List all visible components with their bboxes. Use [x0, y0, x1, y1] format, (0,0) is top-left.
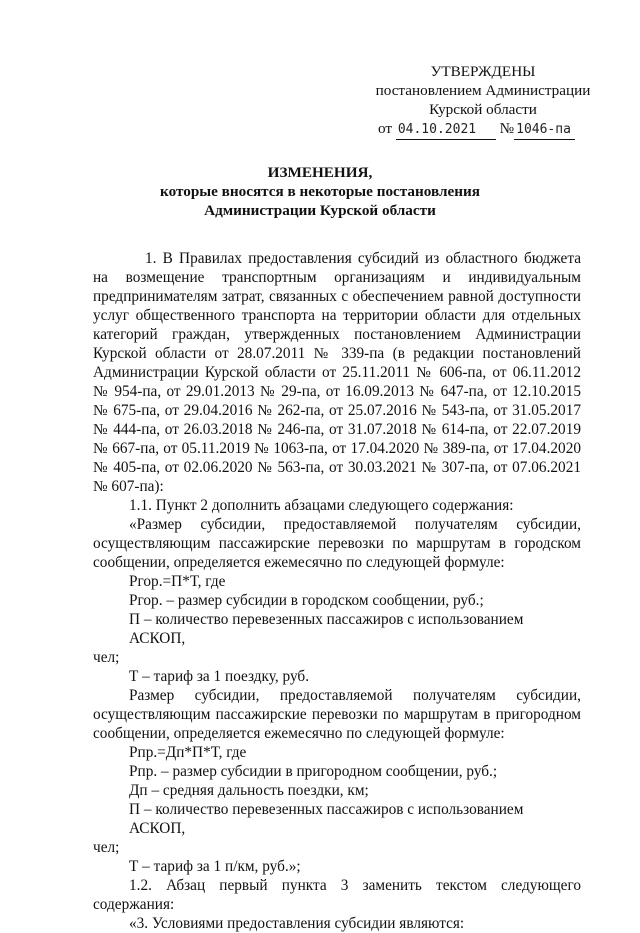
heading-line-3: Администрации Курской области [204, 202, 436, 219]
formula-2-def-1: Рпр. – размер субсидии в пригородном сообщении, руб.; [129, 763, 498, 780]
p1-line-4: услуг общественного транспорта на территории области для отдельных [93, 307, 581, 324]
quote1-line-2: осуществляющим пассажирские перевозки по маршрутам в городском [93, 535, 581, 552]
quote3: «3. Условиями предоставления субсидии являются: [129, 915, 465, 932]
quote1-line-3: сообщении, определяется ежемесячно по следующей формуле: [93, 554, 505, 571]
approval-date: 04.10.2021 [396, 120, 496, 140]
p1-line-9: № 675-па, от 29.04.2016 № 262-па, от 25.07.2016 № 543-па, от 31.05.2017 [93, 402, 581, 419]
p1-line-13: № 607-па): [93, 478, 164, 495]
formula-2-def-2: Дп – средняя дальность поездки, км; [129, 782, 369, 799]
p1-line-7: Администрации Курской области от 25.11.2011 № 606-па, от 06.11.2012 [93, 364, 581, 381]
approval-title: УТВЕРЖДЕНЫ [430, 63, 536, 80]
p1-line-8: № 954-па, от 29.01.2013 № 29-па, от 16.09.2013 № 647-па, от 12.10.2015 [93, 383, 581, 400]
p1-line-3: предпринимателям затрат, связанных с обеспечением равной доступности [93, 288, 581, 305]
p1-line-12: № 405-па, от 02.06.2020 № 563-па, от 30.03.2021 № 307-па, от 07.06.2021 [93, 459, 581, 476]
document-body [93, 249, 581, 933]
quote2-line-1: Размер субсидии, предоставляемой получателям субсидии, [129, 687, 581, 704]
p1-line-10: № 444-па, от 26.03.2018 № 246-па, от 31.07.2018 № 614-па, от 22.07.2019 [93, 421, 581, 438]
heading-title: ИЗМЕНЕНИЯ, [267, 164, 373, 181]
approval-block [368, 62, 598, 140]
approval-num-sign: № [499, 120, 515, 137]
p1-line-1: 1. В Правилах предоставления субсидий из областного бюджета [145, 250, 581, 267]
approval-line-2: постановлением Администрации [375, 82, 591, 99]
quote2-line-3: сообщении, определяется ежемесячно по следующей формуле: [93, 725, 505, 742]
p1-line-6: Курской области от 28.07.2011 № 339-па (в редакции постановлений [93, 345, 581, 362]
formula-1-def-3: Т – тариф за 1 поездку, руб. [129, 668, 310, 685]
formula-2-def-4: Т – тариф за 1 п/км, руб.»; [129, 858, 301, 875]
approval-line-3: Курской области [429, 101, 537, 118]
formula-1-def-2: П – количество перевезенных пассажиров с использованием АСКОП, [129, 611, 524, 647]
p1-line-5: категорий граждан, утвержденных постановлением Администрации [93, 326, 581, 343]
document-heading [40, 163, 600, 220]
formula-2-def-3: П – количество перевезенных пассажиров с использованием АСКОП, [129, 801, 524, 837]
formula-1: Ргор.=П*Т, где [129, 573, 226, 590]
section-1-2-line-1: 1.2. Абзац первый пункта 3 заменить текстом следующего [129, 877, 581, 894]
formula-2: Рпр.=Дп*П*Т, где [129, 744, 247, 761]
formula-2-def-3-cont: чел; [93, 839, 120, 856]
quote1-line-1: «Размер субсидии, предоставляемой получателям субсидии, [129, 516, 581, 533]
p1-line-2: на возмещение транспортным организациям и индивидуальным [93, 269, 581, 286]
formula-1-def-1: Ргор. – размер субсидии в городском сообщении, руб.; [129, 592, 484, 609]
approval-number: 1046-па [514, 120, 575, 140]
approval-ot: от [378, 120, 393, 137]
quote2-line-2: осуществляющим пассажирские перевозки по маршрутам в пригородном [93, 706, 581, 723]
p1-line-11: № 667-па, от 05.11.2019 № 1063-па, от 17.04.2020 № 389-па, от 17.04.2020 [93, 440, 581, 457]
approval-date-line [368, 119, 598, 140]
section-1-1: 1.1. Пункт 2 дополнить абзацами следующего содержания: [129, 497, 514, 514]
section-1-2-line-2: содержания: [93, 896, 175, 913]
formula-1-def-2-cont: чел; [93, 649, 120, 666]
heading-line-2: которые вносятся в некоторые постановления [160, 183, 480, 200]
